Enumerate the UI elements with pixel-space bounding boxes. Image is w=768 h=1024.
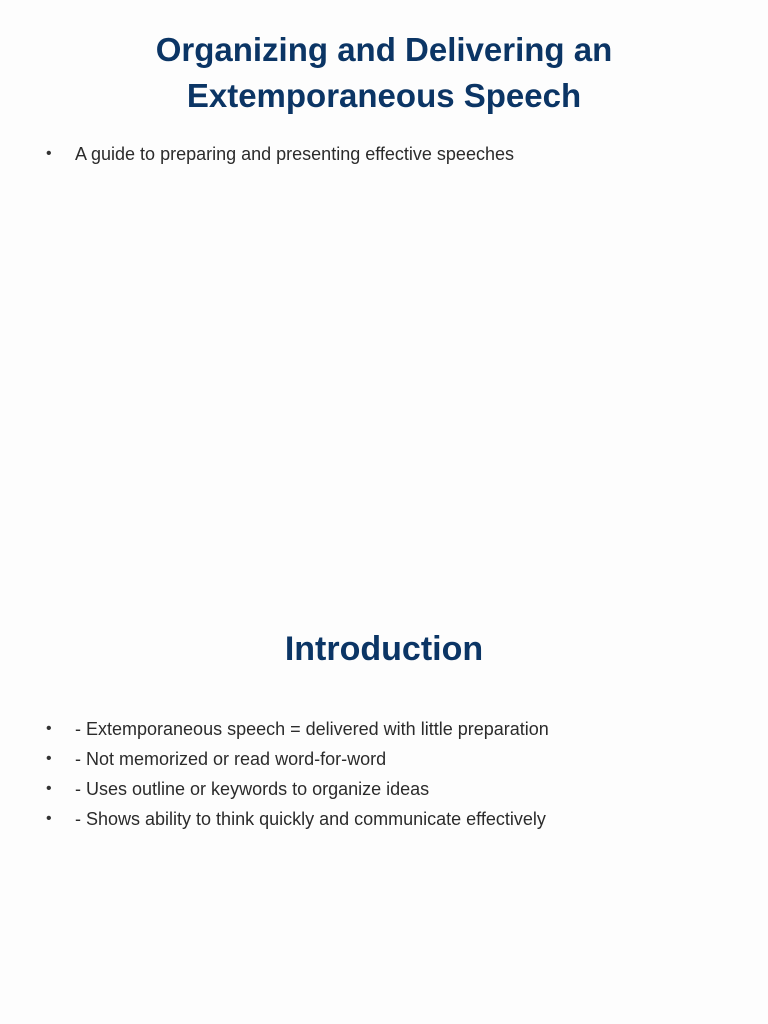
slide-introduction <box>0 576 768 1024</box>
bullet-text: - Uses outline or keywords to organize ideas <box>75 779 430 799</box>
slide-1-bullet-list <box>46 139 748 169</box>
bullet-item <box>46 804 748 834</box>
bullet-text: - Extemporaneous speech = delivered with little preparation <box>75 719 549 739</box>
bullet-text: - Not memorized or read word-for-word <box>75 749 387 769</box>
bullet-item <box>46 774 748 804</box>
slide-1-title-line-1: Organizing and Delivering an <box>155 31 613 68</box>
bullet-text: - Shows ability to think quickly and communicate effectively <box>75 809 546 829</box>
bullet-text: A guide to preparing and presenting effective speeches <box>75 144 514 164</box>
slide-2-title: Introduction <box>284 630 484 668</box>
bullet-icon: • <box>46 810 52 827</box>
slide-1-title-line-2: Extemporaneous Speech <box>186 77 582 114</box>
bullet-item <box>46 714 748 744</box>
bullet-item <box>46 139 748 169</box>
slide-1-title <box>0 27 768 119</box>
bullet-icon: • <box>46 750 52 767</box>
bullet-item <box>46 744 748 774</box>
bullet-icon: • <box>46 720 52 737</box>
bullet-icon: • <box>46 145 52 162</box>
bullet-icon: • <box>46 780 52 797</box>
slide-2-bullet-list <box>46 714 748 834</box>
